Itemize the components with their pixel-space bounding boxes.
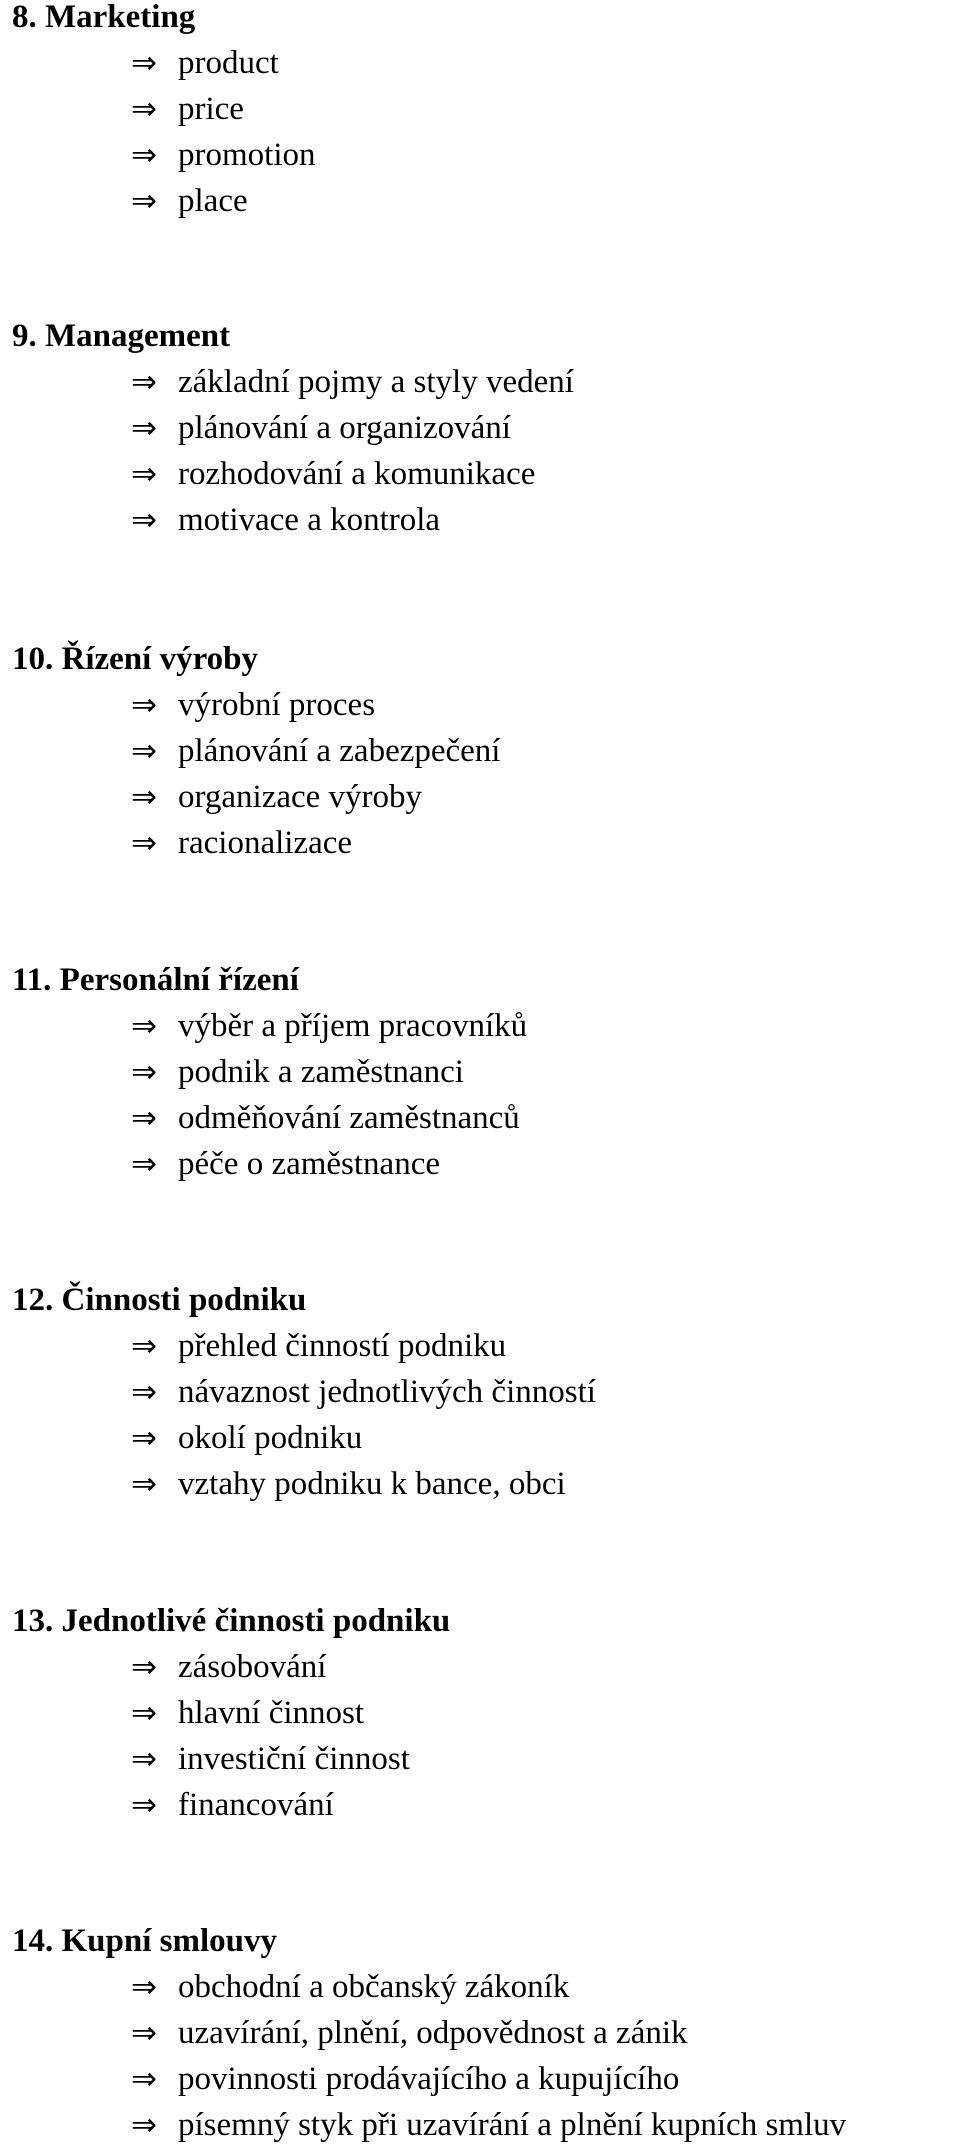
list-item: [0, 178, 960, 224]
list-item-label: motivace a kontrola: [178, 502, 441, 538]
list-item-label: investiční činnost: [178, 1741, 410, 1777]
section-heading: 10. Řízení výroby: [12, 641, 258, 677]
list-item-label: obchodní a občanský zákoník: [178, 1969, 570, 2005]
list-item: [0, 1141, 960, 1187]
list-item-label: plánování a organizování: [178, 410, 511, 446]
list-item: [0, 1782, 960, 1828]
double-right-arrow-icon: ⇒: [131, 1374, 157, 1410]
list-item: [0, 1736, 960, 1782]
double-right-arrow-icon: ⇒: [131, 825, 157, 861]
list-item-label: péče o zaměstnance: [178, 1146, 441, 1182]
section-heading: 11. Personální řízení: [12, 962, 299, 998]
double-right-arrow-icon: ⇒: [131, 1969, 157, 2005]
list-item-label: návaznost jednotlivých činností: [178, 1374, 596, 1410]
list-item-label: hlavní činnost: [178, 1695, 365, 1731]
list-item-label: odměňování zaměstnanců: [178, 1100, 520, 1136]
double-right-arrow-icon: ⇒: [131, 1466, 157, 1502]
list-item: [0, 1964, 960, 2010]
list-item-label: podnik a zaměstnanci: [178, 1054, 464, 1090]
list-item-label: okolí podniku: [178, 1420, 363, 1456]
double-right-arrow-icon: ⇒: [131, 1100, 157, 1136]
list-item: [0, 1003, 960, 1049]
list-item: [0, 1095, 960, 1141]
list-item-label: přehled činností podniku: [178, 1328, 507, 1364]
double-right-arrow-icon: ⇒: [131, 502, 157, 538]
double-right-arrow-icon: ⇒: [131, 1649, 157, 1685]
double-right-arrow-icon: ⇒: [131, 410, 157, 446]
list-item-label: rozhodování a komunikace: [178, 456, 536, 492]
list-item-label: výběr a příjem pracovníků: [178, 1008, 528, 1044]
list-item: [0, 132, 960, 178]
double-right-arrow-icon: ⇒: [131, 45, 157, 81]
list-item: [0, 405, 960, 451]
list-item: [0, 86, 960, 132]
list-item: [0, 1415, 960, 1461]
list-item-label: zásobování: [178, 1649, 327, 1685]
list-item-label: uzavírání, plnění, odpovědnost a zánik: [178, 2015, 688, 2051]
list-item-label: výrobní proces: [178, 687, 376, 723]
list-item-label: povinnosti prodávajícího a kupujícího: [178, 2061, 680, 2097]
double-right-arrow-icon: ⇒: [131, 1328, 157, 1364]
list-item-label: plánování a zabezpečení: [178, 733, 501, 769]
list-item-label: financování: [178, 1787, 334, 1823]
list-item: [0, 497, 960, 543]
section-heading: 13. Jednotlivé činnosti podniku: [12, 1603, 451, 1639]
double-right-arrow-icon: ⇒: [131, 137, 157, 173]
double-right-arrow-icon: ⇒: [131, 456, 157, 492]
list-item: [0, 2056, 960, 2102]
double-right-arrow-icon: ⇒: [131, 2015, 157, 2051]
double-right-arrow-icon: ⇒: [131, 1787, 157, 1823]
list-item: [0, 1461, 960, 1507]
double-right-arrow-icon: ⇒: [131, 1741, 157, 1777]
list-item: [0, 1369, 960, 1415]
list-item: [0, 40, 960, 86]
list-item: [0, 774, 960, 820]
double-right-arrow-icon: ⇒: [131, 1420, 157, 1456]
double-right-arrow-icon: ⇒: [131, 2061, 157, 2097]
double-right-arrow-icon: ⇒: [131, 687, 157, 723]
double-right-arrow-icon: ⇒: [131, 183, 157, 219]
list-item: [0, 2102, 960, 2148]
double-right-arrow-icon: ⇒: [131, 1008, 157, 1044]
double-right-arrow-icon: ⇒: [131, 1146, 157, 1182]
list-item-label: place: [178, 183, 248, 219]
list-item: [0, 1644, 960, 1690]
double-right-arrow-icon: ⇒: [131, 779, 157, 815]
double-right-arrow-icon: ⇒: [131, 91, 157, 127]
section-heading: 14. Kupní smlouvy: [12, 1923, 277, 1959]
list-item: [0, 1049, 960, 1095]
list-item: [0, 451, 960, 497]
list-item: [0, 1690, 960, 1736]
double-right-arrow-icon: ⇒: [131, 2107, 157, 2143]
list-item-label: písemný styk při uzavírání a plnění kupních smluv: [178, 2107, 847, 2143]
list-item-label: price: [178, 91, 244, 127]
list-item: [0, 1323, 960, 1369]
list-item: [0, 682, 960, 728]
double-right-arrow-icon: ⇒: [131, 1695, 157, 1731]
list-item-label: základní pojmy a styly vedení: [178, 364, 574, 400]
list-item: [0, 359, 960, 405]
list-item-label: vztahy podniku k bance, obci: [178, 1466, 566, 1502]
list-item-label: product: [178, 45, 279, 81]
list-item-label: racionalizace: [178, 825, 353, 861]
list-item: [0, 820, 960, 866]
section-heading: 12. Činnosti podniku: [12, 1282, 307, 1318]
double-right-arrow-icon: ⇒: [131, 733, 157, 769]
list-item-label: organizace výroby: [178, 779, 423, 815]
list-item: [0, 728, 960, 774]
section-heading: 8. Marketing: [12, 0, 196, 35]
list-item-label: promotion: [178, 137, 316, 173]
double-right-arrow-icon: ⇒: [131, 1054, 157, 1090]
list-item: [0, 2010, 960, 2056]
section-heading: 9. Management: [12, 318, 231, 354]
double-right-arrow-icon: ⇒: [131, 364, 157, 400]
